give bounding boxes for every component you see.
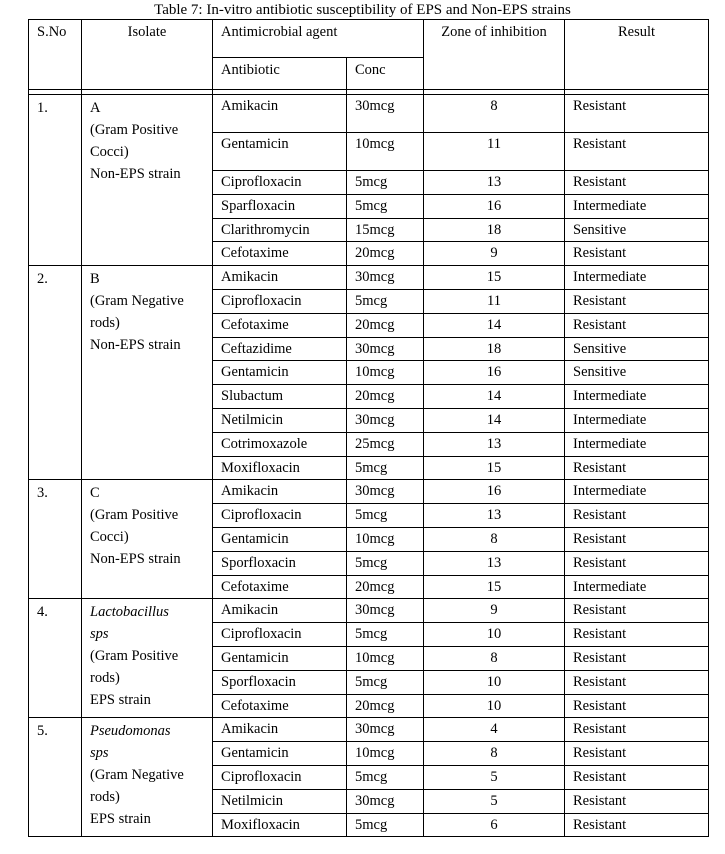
zone-cell: 9	[424, 242, 565, 266]
zone-cell: 5	[424, 789, 565, 813]
antibiotic-cell: Amikacin	[213, 480, 347, 504]
zone-cell: 15	[424, 266, 565, 290]
table-row	[29, 266, 709, 290]
antibiotic-cell: Sporfloxacin	[213, 670, 347, 694]
isolate-line: Non-EPS strain	[90, 337, 181, 354]
antibiotic-cell: Cefotaxime	[213, 313, 347, 337]
isolate-cell	[82, 95, 213, 266]
isolate-line: Cocci)	[90, 144, 129, 160]
antibiotic-cell: Cefotaxime	[213, 694, 347, 718]
isolate-line: (Gram Negative	[90, 293, 184, 310]
conc-cell: 30mcg	[347, 408, 424, 432]
sno-cell: 4.	[29, 599, 82, 718]
sno-cell: 5.	[29, 718, 82, 837]
isolate-cell	[82, 599, 213, 718]
table-row	[29, 480, 709, 504]
conc-cell: 30mcg	[347, 599, 424, 623]
result-cell: Resistant	[565, 95, 709, 133]
antibiotic-cell: Sporfloxacin	[213, 551, 347, 575]
isolate-line: EPS strain	[90, 811, 151, 828]
header-row-1	[29, 20, 709, 58]
zone-cell: 6	[424, 813, 565, 837]
zone-cell: 4	[424, 718, 565, 742]
isolate-line: (Gram Positive	[90, 507, 179, 524]
antibiotic-cell: Amikacin	[213, 95, 347, 133]
isolate-line: rods)	[90, 315, 120, 332]
zone-cell: 14	[424, 385, 565, 409]
result-cell: Sensitive	[565, 218, 709, 242]
zone-cell: 8	[424, 95, 565, 133]
antibiotic-cell: Sparfloxacin	[213, 194, 347, 218]
conc-cell: 5mcg	[347, 194, 424, 218]
susceptibility-table	[28, 19, 709, 837]
zone-cell: 13	[424, 551, 565, 575]
result-cell: Resistant	[565, 599, 709, 623]
zone-cell: 10	[424, 694, 565, 718]
result-cell: Intermediate	[565, 408, 709, 432]
isolate-line: (Gram Positive	[90, 648, 179, 665]
zone-cell: 8	[424, 742, 565, 766]
antibiotic-cell: Ciprofloxacin	[213, 623, 347, 647]
isolate-line: rods)	[90, 670, 120, 687]
conc-cell: 20mcg	[347, 242, 424, 266]
conc-cell: 30mcg	[347, 337, 424, 361]
result-cell: Resistant	[565, 133, 709, 171]
antibiotic-cell: Netilmicin	[213, 408, 347, 432]
antibiotic-cell: Cotrimoxazole	[213, 432, 347, 456]
zone-cell: 18	[424, 337, 565, 361]
table-row	[29, 95, 709, 133]
zone-cell: 8	[424, 646, 565, 670]
zone-cell: 14	[424, 408, 565, 432]
conc-cell: 30mcg	[347, 718, 424, 742]
conc-cell: 20mcg	[347, 694, 424, 718]
result-cell: Resistant	[565, 694, 709, 718]
conc-cell: 10mcg	[347, 133, 424, 171]
conc-cell: 5mcg	[347, 551, 424, 575]
zone-cell: 5	[424, 765, 565, 789]
result-cell: Intermediate	[565, 194, 709, 218]
conc-cell: 5mcg	[347, 813, 424, 837]
zone-cell: 13	[424, 432, 565, 456]
result-cell: Intermediate	[565, 480, 709, 504]
zone-cell: 8	[424, 527, 565, 551]
table-row	[29, 718, 709, 742]
antibiotic-cell: Moxifloxacin	[213, 813, 347, 837]
zone-cell: 10	[424, 623, 565, 647]
antibiotic-cell: Cefotaxime	[213, 575, 347, 599]
conc-cell: 10mcg	[347, 527, 424, 551]
result-cell: Resistant	[565, 456, 709, 480]
conc-cell: 5mcg	[347, 171, 424, 195]
result-cell: Resistant	[565, 527, 709, 551]
conc-cell: 30mcg	[347, 789, 424, 813]
zone-cell: 11	[424, 133, 565, 171]
result-cell: Resistant	[565, 242, 709, 266]
header-antimicrobial-agent: Antimicrobial agent	[213, 20, 424, 58]
isolate-line: (Gram Negative	[90, 767, 184, 784]
result-cell: Intermediate	[565, 266, 709, 290]
antibiotic-cell: Gentamicin	[213, 742, 347, 766]
result-cell: Resistant	[565, 623, 709, 647]
zone-cell: 15	[424, 456, 565, 480]
conc-cell: 20mcg	[347, 385, 424, 409]
result-cell: Resistant	[565, 171, 709, 195]
table-body	[29, 20, 709, 837]
zone-cell: 9	[424, 599, 565, 623]
result-cell: Sensitive	[565, 361, 709, 385]
conc-cell: 10mcg	[347, 361, 424, 385]
header-result: Result	[565, 20, 709, 90]
conc-cell: 10mcg	[347, 646, 424, 670]
conc-cell: 5mcg	[347, 456, 424, 480]
zone-cell: 14	[424, 313, 565, 337]
conc-cell: 5mcg	[347, 289, 424, 313]
conc-cell: 5mcg	[347, 670, 424, 694]
isolate-line: rods)	[90, 789, 120, 806]
isolate-line: Cocci)	[90, 529, 129, 546]
sno-cell: 1.	[29, 95, 82, 266]
header-conc: Conc	[347, 58, 424, 90]
isolate-line: Lactobacillus	[90, 604, 169, 621]
zone-cell: 15	[424, 575, 565, 599]
conc-cell: 30mcg	[347, 266, 424, 290]
isolate-line: (Gram Positive	[90, 122, 179, 138]
result-cell: Resistant	[565, 504, 709, 528]
antibiotic-cell: Moxifloxacin	[213, 456, 347, 480]
conc-cell: 30mcg	[347, 480, 424, 504]
antibiotic-cell: Ceftazidime	[213, 337, 347, 361]
isolate-line: sps	[90, 626, 109, 643]
zone-cell: 18	[424, 218, 565, 242]
isolate-line: A	[90, 100, 101, 116]
antibiotic-cell: Gentamicin	[213, 527, 347, 551]
antibiotic-cell: Amikacin	[213, 599, 347, 623]
result-cell: Resistant	[565, 551, 709, 575]
result-cell: Resistant	[565, 813, 709, 837]
result-cell: Intermediate	[565, 575, 709, 599]
isolate-line: C	[90, 485, 100, 502]
antibiotic-cell: Netilmicin	[213, 789, 347, 813]
isolate-line: Non-EPS strain	[90, 166, 181, 182]
antibiotic-cell: Cefotaxime	[213, 242, 347, 266]
result-cell: Intermediate	[565, 432, 709, 456]
antibiotic-cell: Ciprofloxacin	[213, 171, 347, 195]
header-antibiotic: Antibiotic	[213, 58, 347, 90]
isolate-line: EPS strain	[90, 692, 151, 709]
result-cell: Resistant	[565, 742, 709, 766]
zone-cell: 11	[424, 289, 565, 313]
isolate-line: sps	[90, 745, 109, 762]
antibiotic-cell: Gentamicin	[213, 646, 347, 670]
isolate-cell	[82, 266, 213, 480]
antibiotic-cell: Gentamicin	[213, 361, 347, 385]
isolate-cell	[82, 718, 213, 837]
result-cell: Intermediate	[565, 385, 709, 409]
header-sno: S.No	[29, 20, 82, 90]
result-cell: Resistant	[565, 765, 709, 789]
isolate-line: B	[90, 271, 100, 288]
result-cell: Resistant	[565, 646, 709, 670]
header-zone: Zone of inhibition	[424, 20, 565, 90]
result-cell: Resistant	[565, 313, 709, 337]
result-cell: Resistant	[565, 789, 709, 813]
conc-cell: 20mcg	[347, 575, 424, 599]
result-cell: Resistant	[565, 718, 709, 742]
conc-cell: 5mcg	[347, 623, 424, 647]
conc-cell: 10mcg	[347, 742, 424, 766]
zone-cell: 16	[424, 361, 565, 385]
sno-cell: 2.	[29, 266, 82, 480]
conc-cell: 20mcg	[347, 313, 424, 337]
zone-cell: 16	[424, 194, 565, 218]
antibiotic-cell: Amikacin	[213, 266, 347, 290]
conc-cell: 15mcg	[347, 218, 424, 242]
header-isolate: Isolate	[82, 20, 213, 90]
isolate-line: Non-EPS strain	[90, 551, 181, 568]
isolate-cell	[82, 480, 213, 599]
sno-cell: 3.	[29, 480, 82, 599]
result-cell: Sensitive	[565, 337, 709, 361]
antibiotic-cell: Slubactum	[213, 385, 347, 409]
isolate-line: Pseudomonas	[90, 723, 171, 740]
zone-cell: 13	[424, 504, 565, 528]
antibiotic-cell: Clarithromycin	[213, 218, 347, 242]
result-cell: Resistant	[565, 289, 709, 313]
conc-cell: 5mcg	[347, 765, 424, 789]
conc-cell: 30mcg	[347, 95, 424, 133]
conc-cell: 25mcg	[347, 432, 424, 456]
antibiotic-cell: Ciprofloxacin	[213, 765, 347, 789]
zone-cell: 10	[424, 670, 565, 694]
antibiotic-cell: Gentamicin	[213, 133, 347, 171]
table-row	[29, 599, 709, 623]
zone-cell: 13	[424, 171, 565, 195]
result-cell: Resistant	[565, 670, 709, 694]
antibiotic-cell: Ciprofloxacin	[213, 289, 347, 313]
antibiotic-cell: Amikacin	[213, 718, 347, 742]
zone-cell: 16	[424, 480, 565, 504]
conc-cell: 5mcg	[347, 504, 424, 528]
antibiotic-cell: Ciprofloxacin	[213, 504, 347, 528]
table-caption: Table 7: In-vitro antibiotic susceptibility of EPS and Non-EPS strains	[154, 2, 571, 18]
